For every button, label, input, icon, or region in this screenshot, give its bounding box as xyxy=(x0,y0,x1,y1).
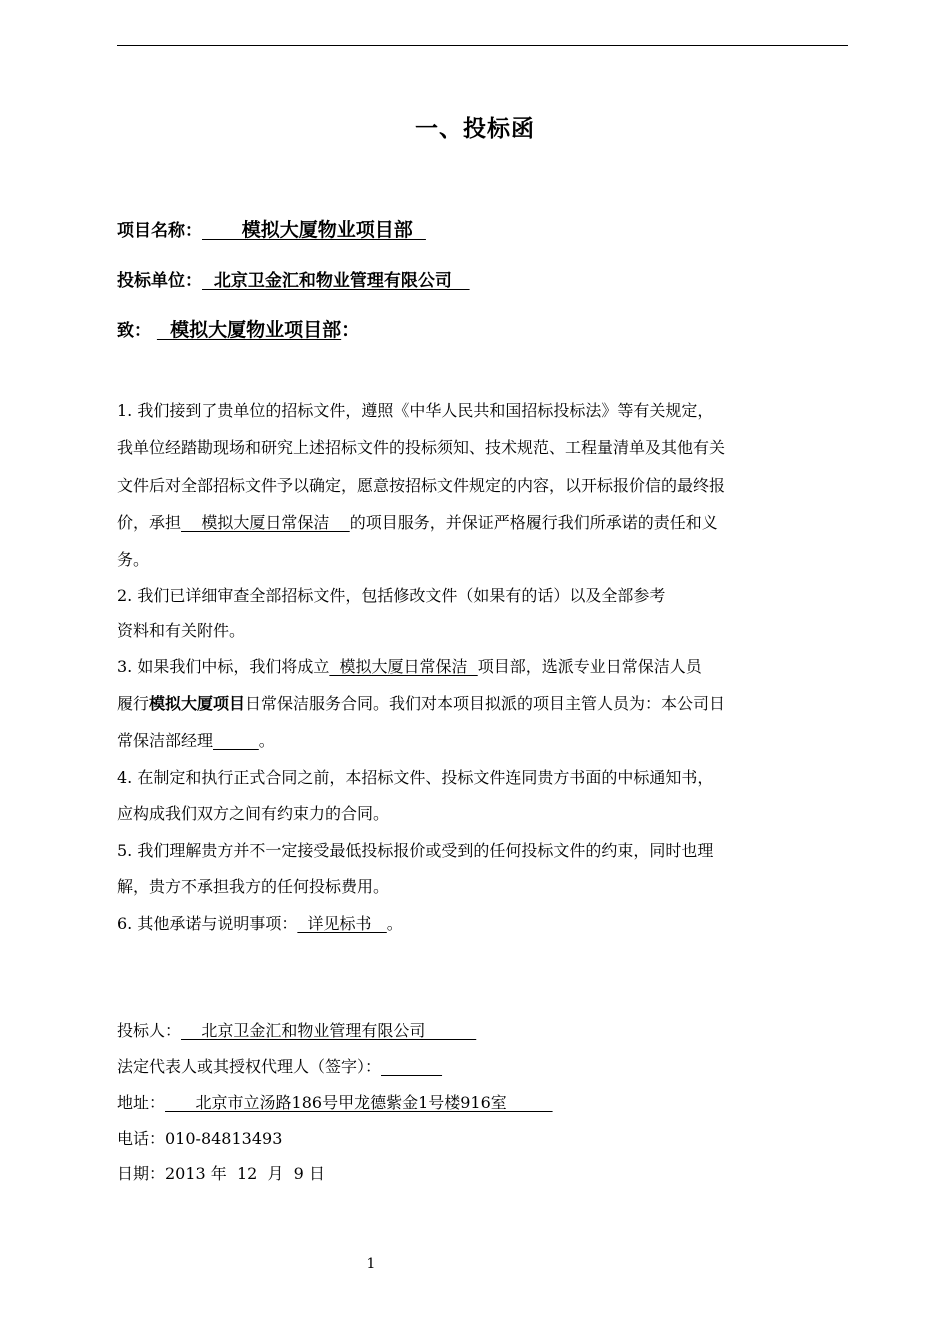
p5-line-2: 解，贵方不承担我方的任何投标费用。 xyxy=(117,877,390,896)
bidder-unit-label: 投标单位： xyxy=(117,271,202,291)
p1-line-5: 务。 xyxy=(117,550,150,569)
p4-line-1: 4. 在制定和执行正式合同之前，本招标文件、投标文件连同贵方书面的中标通知书， xyxy=(117,768,714,787)
p6-line xyxy=(117,914,403,934)
p3-line-3 xyxy=(117,731,275,751)
p3-line-3-a: 常保洁部经理 xyxy=(117,731,214,750)
p1-line-4-a: 价，承担 xyxy=(117,513,182,532)
p3-line-2 xyxy=(117,694,725,714)
project-name-row xyxy=(117,215,426,242)
page-title: 一、投标函 xyxy=(415,116,535,142)
p3-line-1-a: 3. 如果我们中标，我们将成立 xyxy=(117,657,330,676)
footer-address-value: 北京市立汤路186号甲龙德紫金1号楼916室 xyxy=(165,1093,553,1112)
p1-service-name: 模拟大厦日常保洁 xyxy=(181,513,350,532)
footer-bidder-row xyxy=(117,1021,476,1041)
p5-line-1: 5. 我们理解贵方并不一定接受最低投标报价或受到的任何投标文件的约束，同时也理 xyxy=(117,841,714,860)
p3-line-1 xyxy=(117,657,702,677)
footer-address-label: 地址： xyxy=(117,1093,166,1112)
p1-line-3: 文件后对全部招标文件予以确定，愿意按招标文件规定的内容，以开标报价信的最终报 xyxy=(117,476,726,495)
p3-line-2-b: 日常保洁服务合同。我们对本项目拟派的项目主管人员为：本公司日 xyxy=(245,694,726,713)
footer-address-row xyxy=(117,1093,553,1113)
p4-line-2: 应构成我们双方之间有约束力的合同。 xyxy=(117,804,390,823)
p3-service-name: 模拟大厦日常保洁 xyxy=(329,657,478,676)
p3-line-2-a: 履行 xyxy=(117,694,150,713)
p2-line-1: 2. 我们已详细审查全部招标文件，包括修改文件（如果有的话）以及全部参考 xyxy=(117,586,666,605)
addressee-row xyxy=(117,315,360,342)
p6-details: 详见标书 xyxy=(297,914,387,933)
p6-a: 6. 其他承诺与说明事项： xyxy=(117,914,298,933)
p1-line-4 xyxy=(117,513,718,533)
footer-rep-row xyxy=(117,1057,442,1077)
addressee-suffix: ： xyxy=(341,319,361,341)
signature-blank xyxy=(381,1057,442,1076)
p2-line-2: 资料和有关附件。 xyxy=(117,621,246,640)
p1-line-1: 1. 我们接到了贵单位的招标文件，遵照《中华人民共和国招标投标法》等有关规定， xyxy=(117,401,714,420)
p3-project-bold: 模拟大厦项目 xyxy=(149,694,246,713)
footer-bidder-value: 北京卫金汇和物业管理有限公司 xyxy=(181,1021,477,1040)
p6-b: 。 xyxy=(386,914,403,933)
bidder-unit-value: 北京卫金汇和物业管理有限公司 xyxy=(202,271,470,291)
p3-line-3-b: 。 xyxy=(258,731,275,750)
page-number: 1 xyxy=(366,1256,376,1272)
project-name-value: 模拟大厦物业项目部 xyxy=(202,219,426,241)
p3-line-1-b: 项目部，选派专业日常保洁人员 xyxy=(477,657,702,676)
footer-date: 日期：2013 年 12 月 9 日 xyxy=(117,1164,325,1183)
addressee-value: 模拟大厦物业项目部 xyxy=(156,319,342,341)
footer-phone: 电话：010-84813493 xyxy=(117,1129,283,1148)
addressee-label: 致： xyxy=(117,321,157,341)
footer-rep-label: 法定代表人或其授权代理人（签字）： xyxy=(117,1057,382,1076)
p1-line-4-b: 的项目服务，并保证严格履行我们所承诺的责任和义 xyxy=(349,513,718,532)
bidder-unit-row xyxy=(117,266,470,291)
p1-line-2: 我单位经踏勘现场和研究上述招标文件的投标须知、技术规范、工程量清单及其他有关 xyxy=(117,438,726,457)
header-rule xyxy=(117,45,848,46)
manager-blank xyxy=(213,731,259,750)
footer-bidder-label: 投标人： xyxy=(117,1021,182,1040)
project-name-label: 项目名称： xyxy=(117,221,202,241)
